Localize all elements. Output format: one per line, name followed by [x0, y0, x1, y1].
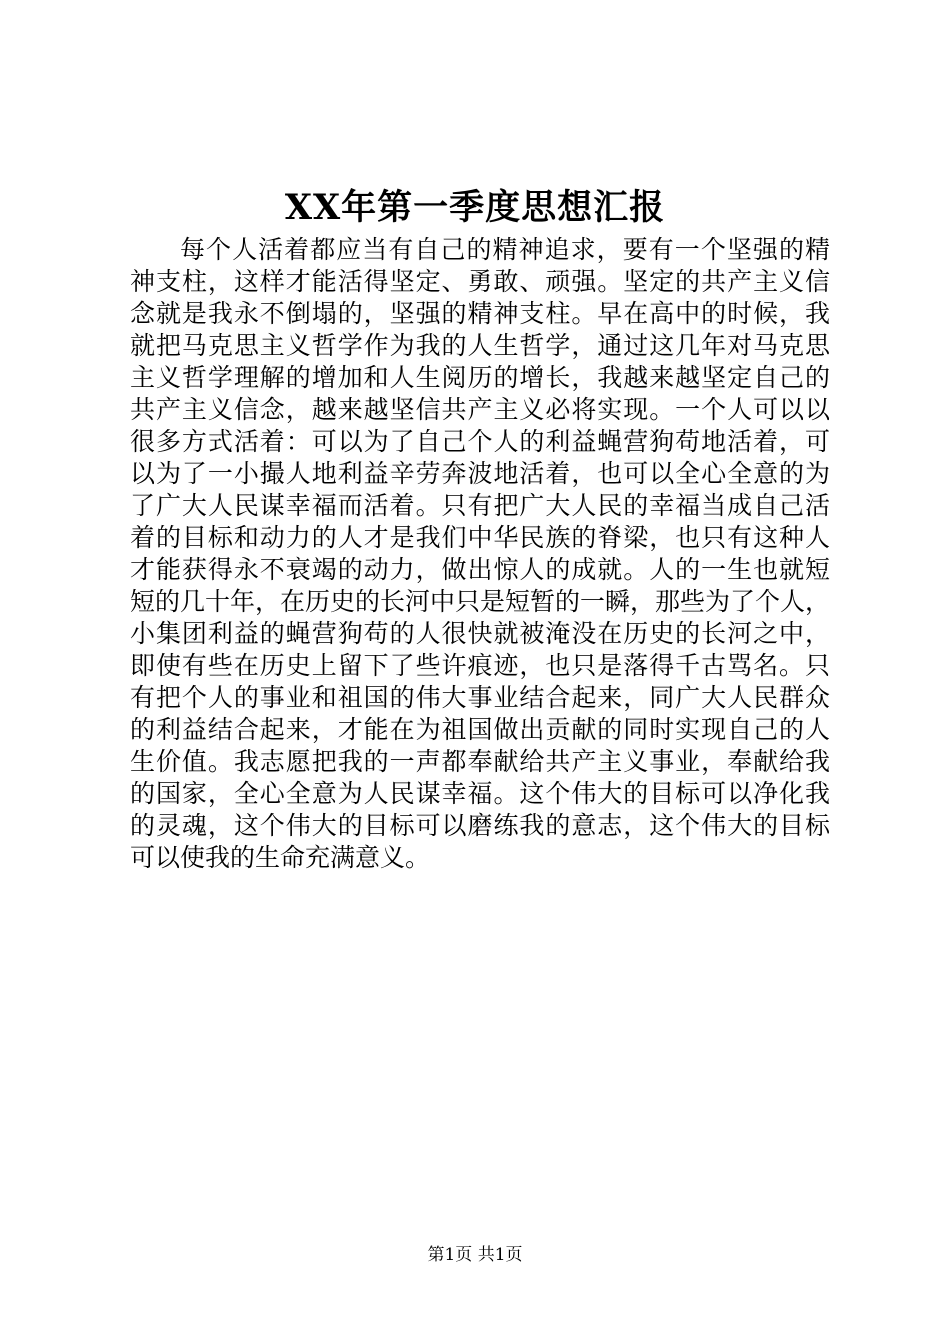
body-line: 就把马克思主义哲学作为我的人生哲学，通过这几年对马克思	[130, 331, 830, 360]
body-line: 才能获得永不衰竭的动力，做出惊人的成就。人的一生也就短	[130, 555, 830, 584]
document-body	[130, 234, 830, 874]
body-line: 着的目标和动力的人才是我们中华民族的脊梁，也只有这种人	[130, 523, 830, 552]
body-line: 主义哲学理解的增加和人生阅历的增长，我越来越坚定自己的	[130, 363, 830, 392]
body-line: 共产主义信念，越来越坚信共产主义必将实现。一个人可以以	[130, 395, 830, 424]
body-line: 短的几十年，在历史的长河中只是短暂的一瞬，那些为了个人，	[130, 587, 831, 616]
body-line: 的国家，全心全意为人民谋幸福。这个伟大的目标可以净化我	[130, 779, 830, 808]
document-title: XX年第一季度思想汇报	[284, 187, 666, 228]
body-line: 每个人活着都应当有自己的精神追求，要有一个坚强的精	[180, 235, 830, 264]
page-number-footer: 第1页 共1页	[427, 1245, 523, 1265]
body-line: 了广大人民谋幸福而活着。只有把广大人民的幸福当成自己活	[130, 491, 830, 520]
body-line: 有把个人的事业和祖国的伟大事业结合起来，同广大人民群众	[130, 683, 830, 712]
body-line: 可以使我的生命充满意义。	[130, 843, 431, 872]
body-line: 神支柱，这样才能活得坚定、勇敢、顽强。坚定的共产主义信	[130, 267, 830, 296]
body-line: 小集团利益的蝇营狗苟的人很快就被淹没在历史的长河之中，	[130, 619, 830, 648]
body-line: 的灵魂，这个伟大的目标可以磨练我的意志，这个伟大的目标	[130, 811, 830, 840]
body-line: 生价值。我志愿把我的一声都奉献给共产主义事业，奉献给我	[130, 747, 830, 776]
body-line: 的利益结合起来，才能在为祖国做出贡献的同时实现自己的人	[130, 715, 830, 744]
body-line: 即使有些在历史上留下了些许痕迹，也只是落得千古骂名。只	[130, 651, 830, 680]
body-line: 念就是我永不倒塌的，坚强的精神支柱。早在高中的时候，我	[130, 299, 830, 328]
body-line: 以为了一小撮人地利益辛劳奔波地活着，也可以全心全意的为	[130, 459, 830, 488]
body-line: 很多方式活着：可以为了自己个人的利益蝇营狗苟地活着，可	[130, 427, 830, 456]
